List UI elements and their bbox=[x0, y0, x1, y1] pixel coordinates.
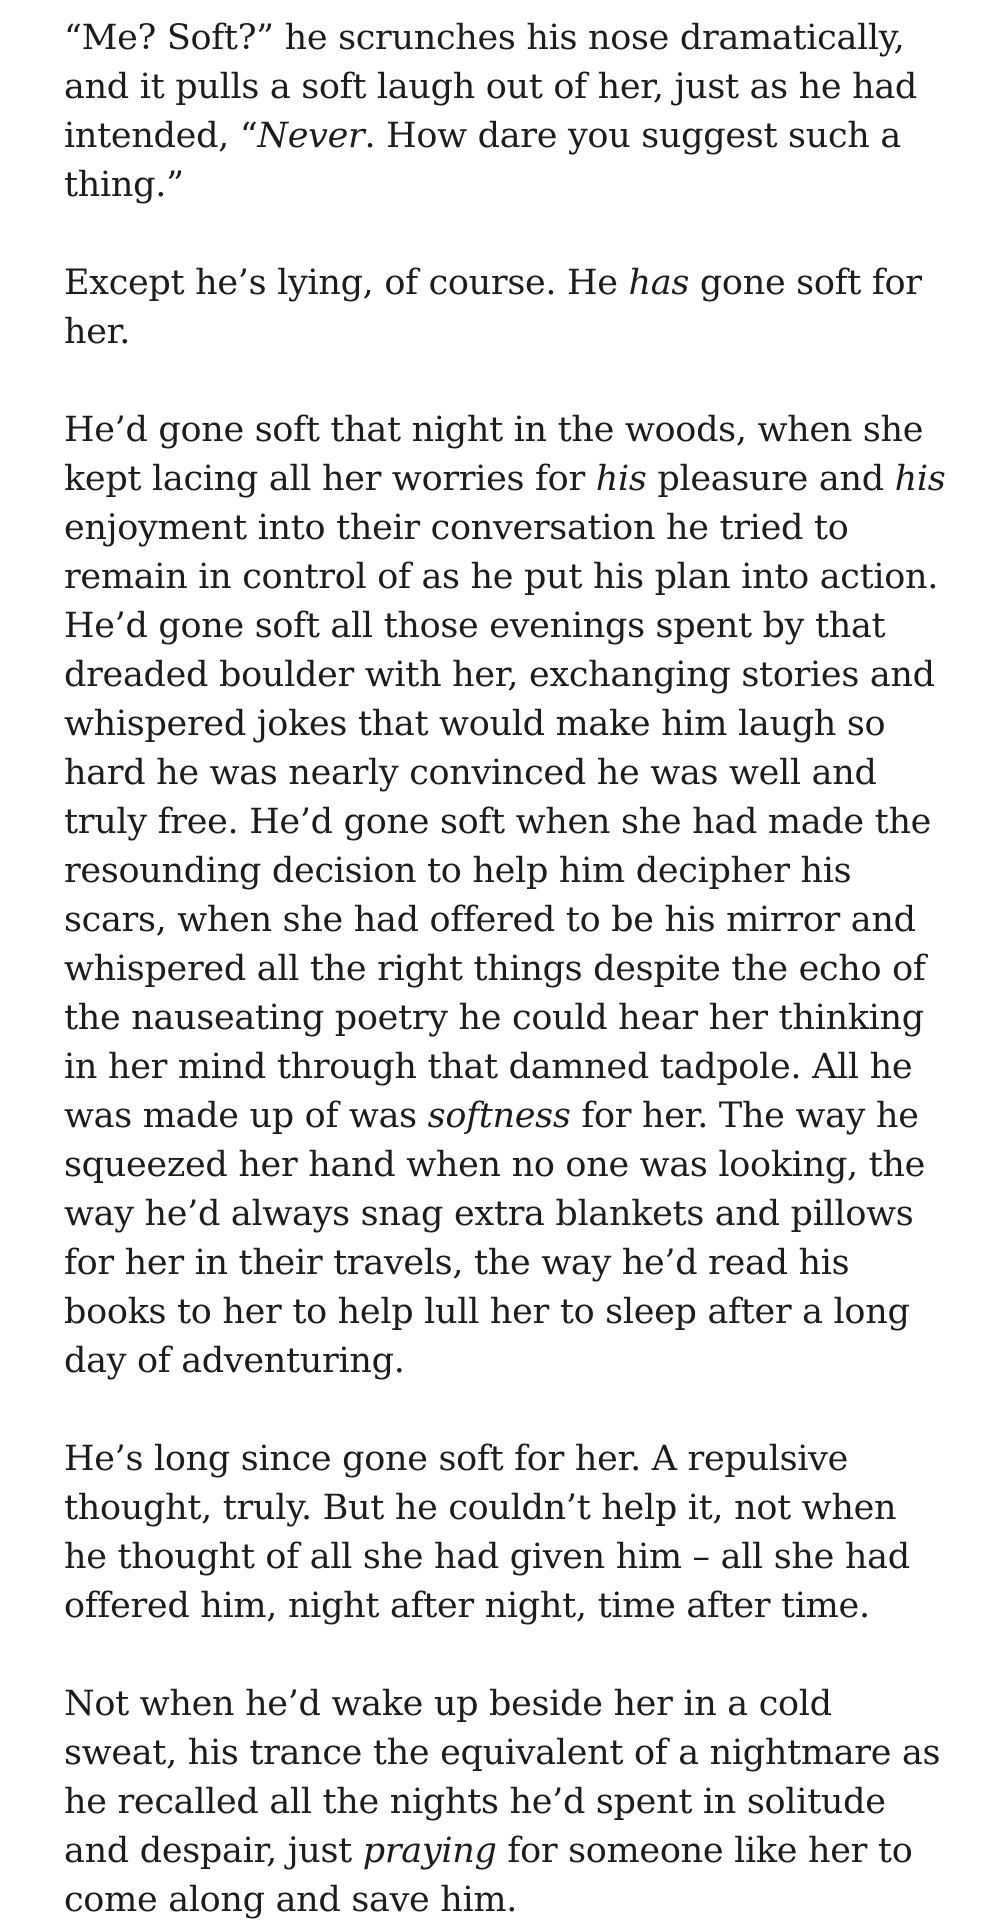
emphasis-segment: his bbox=[894, 459, 946, 499]
text-segment: for someone like her to come along and save him. bbox=[64, 1831, 913, 1920]
emphasis-segment: Never bbox=[257, 116, 365, 156]
text-segment: for her. The way he squeezed her hand when no one was looking, the way he’d always snag extra blankets and pillows for her in their travels, the way he’d read his books to her to help lull her to sleep after a long day of adventuring. bbox=[64, 1096, 926, 1381]
text-segment: enjoyment into their conversation he tried to remain in control of as he put his plan into action. He’d gone soft all those evenings spent by that dreaded boulder with her, exchanging stories and whispered jokes that would make him laugh so hard he was nearly convinced he was well and truly free. He’d gone soft when she had made the resounding decision to help him decipher his scars, when she had offered to be his mirror and whispered all the right things despite the echo of the nauseating poetry he could hear her thinking in her mind through that damned tadpole. All he was made up of was bbox=[64, 508, 939, 1136]
text-segment: He’d gone soft that night in the woods, when she kept lacing all her worries for bbox=[64, 410, 924, 499]
paragraph-2 bbox=[64, 259, 947, 357]
text-segment: gone soft for her. bbox=[64, 263, 922, 352]
emphasis-segment: praying bbox=[362, 1831, 497, 1871]
text-segment: Except he’s lying, of course. He bbox=[64, 263, 629, 303]
text-segment: pleasure and bbox=[646, 459, 895, 499]
paragraph-3 bbox=[64, 406, 947, 1386]
paragraph-4 bbox=[64, 1435, 947, 1631]
paragraph-5 bbox=[64, 1680, 947, 1925]
text-segment: “Me? Soft?” he scrunches his nose dramatically, and it pulls a soft laugh out of her, just as he had intended, “ bbox=[64, 18, 918, 156]
text-segment: . How dare you suggest such a thing.” bbox=[64, 116, 901, 205]
emphasis-segment: his bbox=[595, 459, 647, 499]
emphasis-segment: softness bbox=[427, 1096, 571, 1136]
text-segment: He’s long since gone soft for her. A repulsive thought, truly. But he couldn’t help it, not when he thought of all she had given him – all she had offered him, night after night, time after time. bbox=[64, 1439, 910, 1626]
emphasis-segment: has bbox=[628, 263, 689, 303]
paragraph-1 bbox=[64, 14, 947, 210]
text-segment: Not when he’d wake up beside her in a cold sweat, his trance the equivalent of a nightmare as he recalled all the nights he’d spent in solitude and despair, just bbox=[64, 1684, 941, 1871]
